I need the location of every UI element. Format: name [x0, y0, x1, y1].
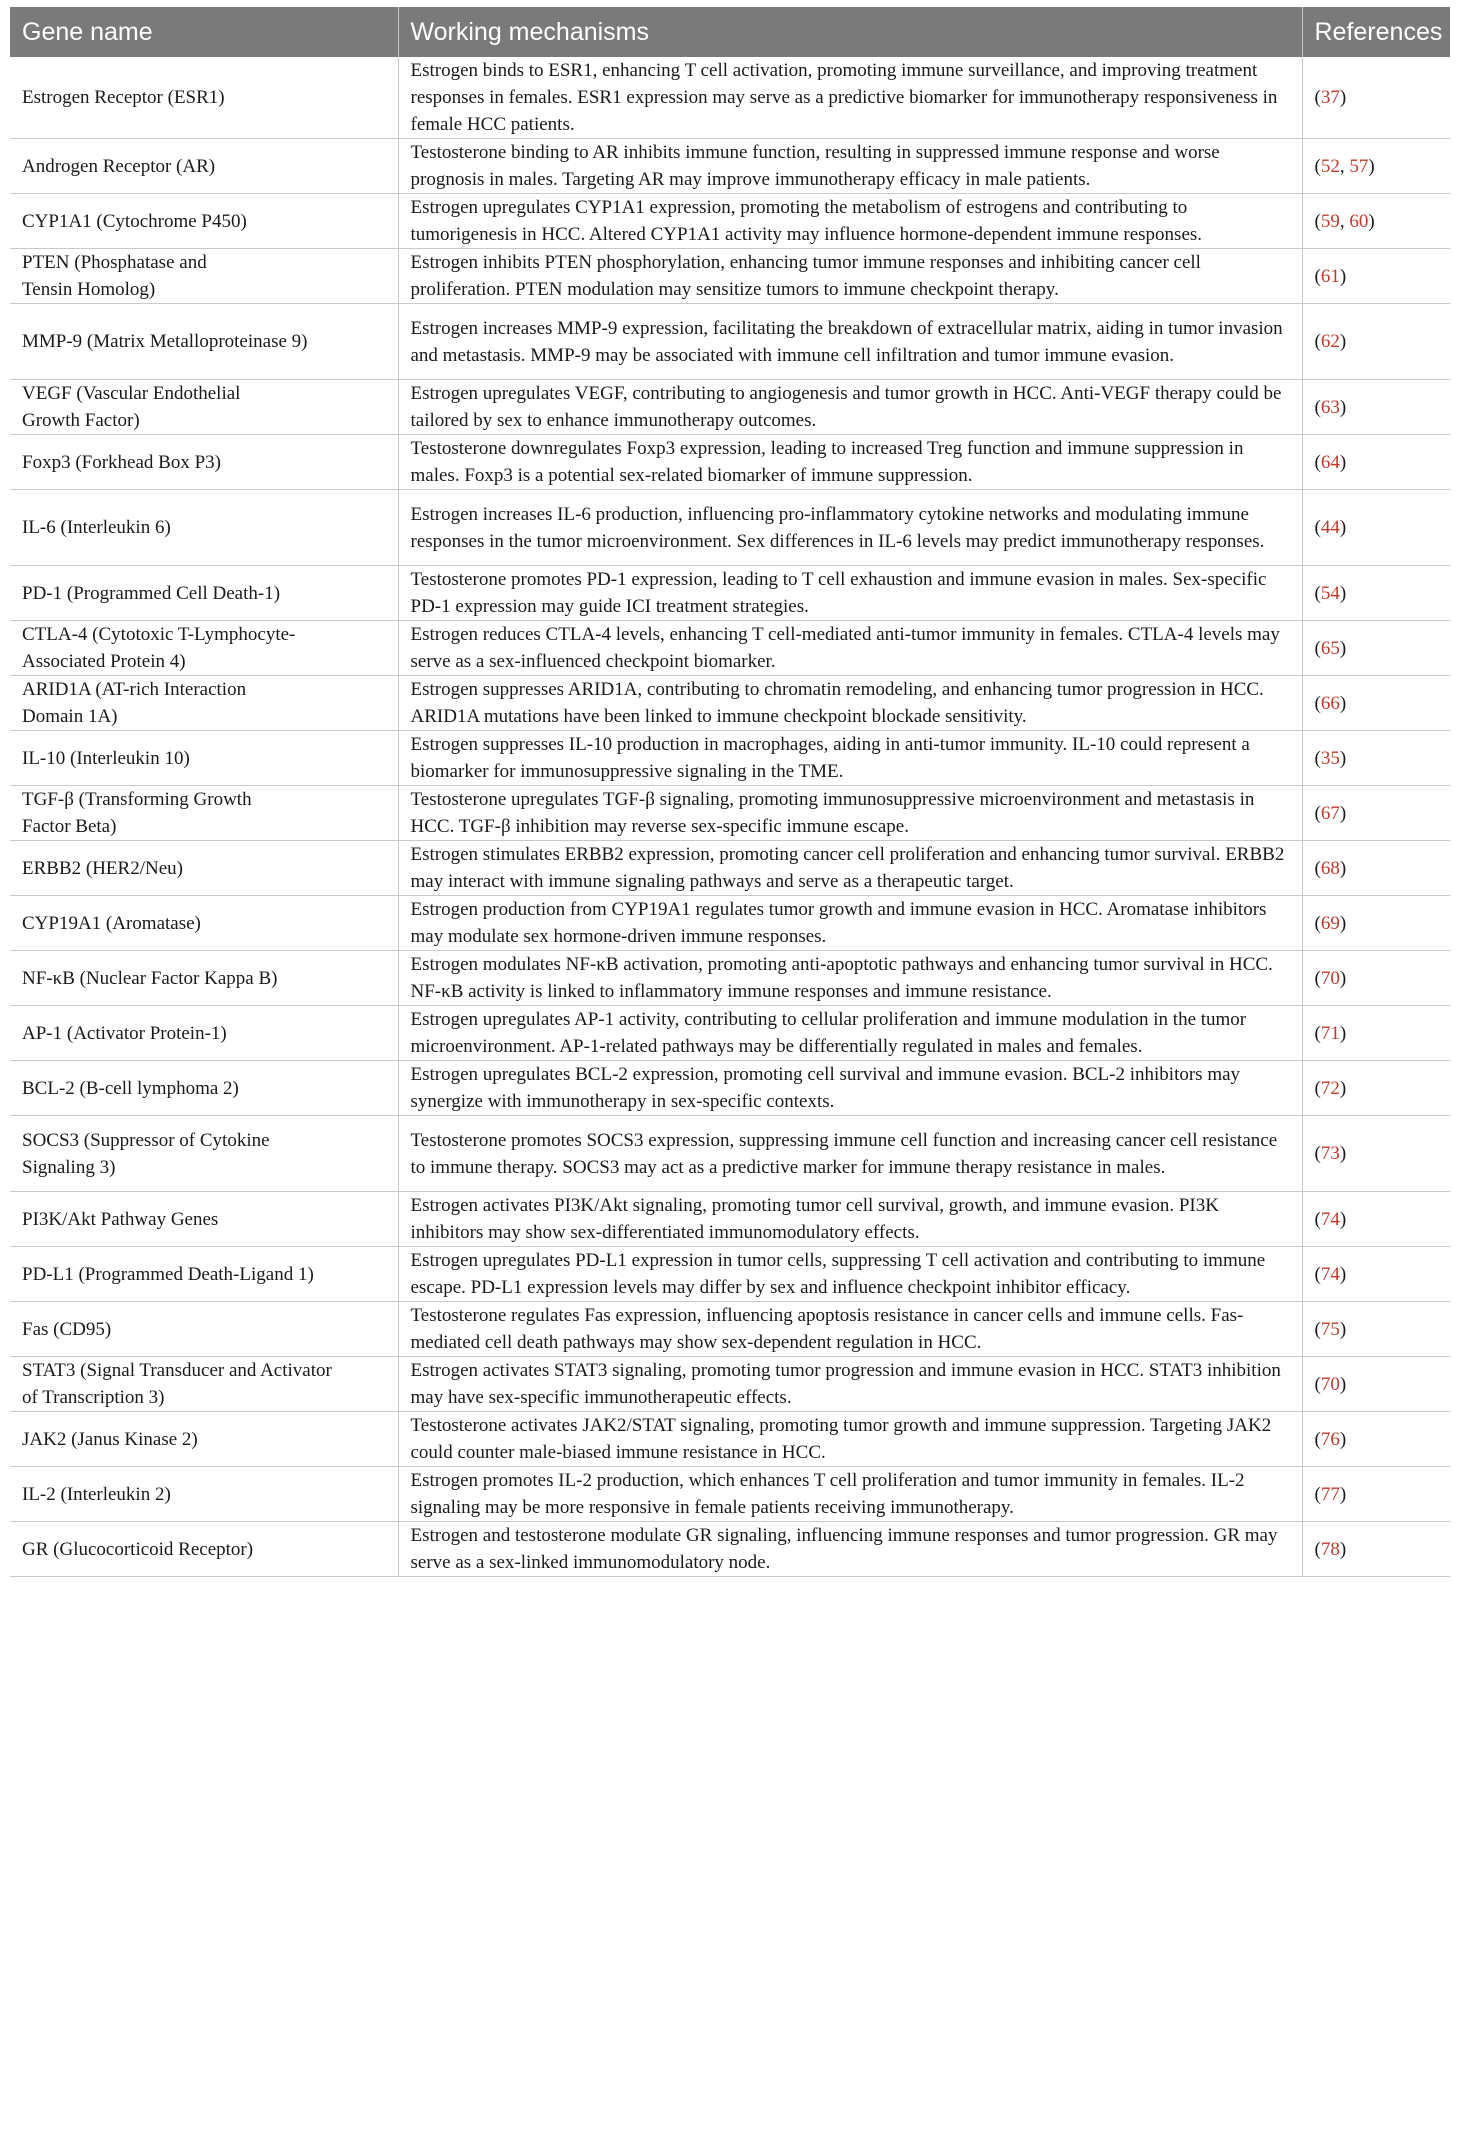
mechanism-cell: Estrogen and testosterone modulate GR signaling, influencing immune responses and tumor progression. GR may serve as a sex-linked immunomodulatory node.: [398, 1522, 1302, 1577]
table-row: [10, 57, 1450, 139]
mechanism-cell: Estrogen activates PI3K/Akt signaling, promoting tumor cell survival, growth, and immune evasion. PI3K inhibitors may show sex-differentiated immunomodulatory effects.: [398, 1192, 1302, 1247]
references-cell: [1302, 621, 1450, 676]
gene-name-cell: STAT3 (Signal Transducer and Activator of Transcription 3): [10, 1357, 398, 1412]
gene-name-cell: IL-6 (Interleukin 6): [10, 490, 398, 566]
references-cell: [1302, 139, 1450, 194]
ref-paren-open: (: [1314, 967, 1321, 989]
references-cell: [1302, 731, 1450, 786]
table-row: [10, 786, 1450, 841]
references-cell: [1302, 1247, 1450, 1302]
gene-name-cell: Androgen Receptor (AR): [10, 139, 398, 194]
table-row: [10, 676, 1450, 731]
reference-link[interactable]: 74: [1320, 1263, 1340, 1285]
ref-paren-close: ): [1339, 857, 1347, 879]
table-row: [10, 841, 1450, 896]
gene-name-cell: SOCS3 (Suppressor of Cytokine Signaling 3): [10, 1116, 398, 1192]
ref-paren-open: (: [1314, 265, 1321, 287]
gene-name-cell: VEGF (Vascular Endothelial Growth Factor): [10, 380, 398, 435]
table-row: [10, 1357, 1450, 1412]
references-cell: [1302, 194, 1450, 249]
references-cell: [1302, 249, 1450, 304]
references-cell: [1302, 1061, 1450, 1116]
reference-link[interactable]: 66: [1320, 692, 1340, 714]
references-cell: [1302, 1006, 1450, 1061]
mechanism-cell: Testosterone downregulates Foxp3 expression, leading to increased Treg function and immune suppression in males. Foxp3 is a potential sex-related biomarker of immune suppression.: [398, 435, 1302, 490]
table-row: [10, 896, 1450, 951]
gene-name-cell: PD-1 (Programmed Cell Death-1): [10, 566, 398, 621]
reference-link[interactable]: 69: [1320, 912, 1340, 934]
table-header: [10, 7, 1450, 57]
references-cell: [1302, 1302, 1450, 1357]
ref-paren-close: ): [1339, 637, 1347, 659]
ref-paren-close: ): [1339, 1143, 1347, 1164]
reference-link[interactable]: 57: [1349, 155, 1369, 177]
ref-paren-close: ): [1339, 517, 1347, 538]
ref-paren-open: (: [1314, 857, 1321, 879]
ref-paren-open: (: [1314, 1143, 1321, 1164]
ref-paren-open: (: [1314, 802, 1321, 824]
reference-link[interactable]: 68: [1320, 857, 1340, 879]
ref-separator: ,: [1339, 155, 1350, 177]
references-cell: [1302, 786, 1450, 841]
gene-name-cell: IL-2 (Interleukin 2): [10, 1467, 398, 1522]
ref-paren-close: ): [1339, 692, 1347, 714]
ref-paren-close: ): [1339, 1263, 1347, 1285]
reference-link[interactable]: 62: [1320, 331, 1340, 352]
ref-paren-close: ): [1339, 967, 1347, 989]
gene-name-cell: NF-κB (Nuclear Factor Kappa B): [10, 951, 398, 1006]
references-cell: [1302, 435, 1450, 490]
gene-name-cell: TGF-β (Transforming Growth Factor Beta): [10, 786, 398, 841]
table-row: [10, 1006, 1450, 1061]
ref-paren-open: (: [1314, 451, 1321, 473]
ref-paren-close: ): [1339, 331, 1347, 352]
reference-link[interactable]: 59: [1320, 210, 1340, 232]
ref-paren-close: ): [1339, 87, 1347, 108]
gene-name-cell: AP-1 (Activator Protein-1): [10, 1006, 398, 1061]
reference-link[interactable]: 65: [1320, 637, 1340, 659]
references-cell: [1302, 1412, 1450, 1467]
mechanism-cell: Testosterone binding to AR inhibits immune function, resulting in suppressed immune response and worse prognosis in males. Targeting AR may improve immunotherapy efficacy in male patients.: [398, 139, 1302, 194]
gene-name-cell: MMP-9 (Matrix Metalloproteinase 9): [10, 304, 398, 380]
gene-name-cell: PTEN (Phosphatase and Tensin Homolog): [10, 249, 398, 304]
ref-paren-close: ): [1339, 912, 1347, 934]
reference-link[interactable]: 73: [1320, 1143, 1340, 1164]
table-row: [10, 621, 1450, 676]
table-row: [10, 1522, 1450, 1577]
ref-paren-open: (: [1314, 396, 1321, 418]
mechanism-cell: Estrogen upregulates AP-1 activity, contributing to cellular proliferation and immune modulation in the tumor microenvironment. AP-1-related pathways may be differentially regulated in males and females.: [398, 1006, 1302, 1061]
ref-separator: ,: [1339, 210, 1350, 232]
gene-name-cell: BCL-2 (B-cell lymphoma 2): [10, 1061, 398, 1116]
gene-mechanism-table: [10, 7, 1450, 1577]
mechanism-cell: Estrogen binds to ESR1, enhancing T cell activation, promoting immune surveillance, and improving treatment responses in females. ESR1 expression may serve as a predictive biomarker for immunotherapy responsiveness in female HCC patients.: [398, 57, 1302, 139]
gene-name-cell: GR (Glucocorticoid Receptor): [10, 1522, 398, 1577]
ref-paren-open: (: [1314, 1373, 1321, 1395]
table-row: [10, 1116, 1450, 1192]
mechanism-cell: Estrogen suppresses ARID1A, contributing to chromatin remodeling, and enhancing tumor progression in HCC. ARID1A mutations have been linked to immune checkpoint blockade sensitivity.: [398, 676, 1302, 731]
references-cell: [1302, 380, 1450, 435]
mechanism-cell: Testosterone promotes SOCS3 expression, suppressing immune cell function and increasing cancer cell resistance to immune therapy. SOCS3 may act as a predictive marker for immune therapy resistance in males.: [398, 1116, 1302, 1192]
ref-paren-open: (: [1314, 637, 1321, 659]
table-row: [10, 1247, 1450, 1302]
reference-link[interactable]: 61: [1320, 265, 1340, 287]
table-row: [10, 435, 1450, 490]
ref-paren-close: ): [1339, 1428, 1347, 1450]
table-row: [10, 490, 1450, 566]
ref-paren-open: (: [1314, 155, 1321, 177]
mechanism-cell: Testosterone activates JAK2/STAT signaling, promoting tumor growth and immune suppression. Targeting JAK2 could counter male-biased immune resistance in HCC.: [398, 1412, 1302, 1467]
references-cell: [1302, 1522, 1450, 1577]
header-references: References: [1302, 7, 1450, 57]
table-row: [10, 951, 1450, 1006]
references-cell: [1302, 566, 1450, 621]
table-row: [10, 194, 1450, 249]
gene-name-cell: PD-L1 (Programmed Death-Ligand 1): [10, 1247, 398, 1302]
ref-paren-open: (: [1314, 1483, 1321, 1505]
header-row: [10, 7, 1450, 57]
gene-name-cell: Fas (CD95): [10, 1302, 398, 1357]
reference-link[interactable]: 70: [1320, 1373, 1340, 1395]
gene-name-cell: CYP1A1 (Cytochrome P450): [10, 194, 398, 249]
table-row: [10, 1061, 1450, 1116]
reference-link[interactable]: 37: [1320, 87, 1340, 108]
ref-paren-open: (: [1314, 331, 1321, 352]
table-row: [10, 1467, 1450, 1522]
references-cell: [1302, 1467, 1450, 1522]
reference-link[interactable]: 70: [1320, 967, 1340, 989]
gene-name-cell: ARID1A (AT-rich Interaction Domain 1A): [10, 676, 398, 731]
mechanism-cell: Testosterone upregulates TGF-β signaling, promoting immunosuppressive microenvironment and metastasis in HCC. TGF-β inhibition may reverse sex-specific immune escape.: [398, 786, 1302, 841]
ref-paren-close: ): [1339, 451, 1347, 473]
ref-paren-open: (: [1314, 517, 1321, 538]
ref-paren-close: ): [1368, 155, 1375, 177]
reference-link[interactable]: 74: [1320, 1208, 1340, 1230]
references-cell: [1302, 1357, 1450, 1412]
ref-paren-open: (: [1314, 582, 1321, 604]
mechanism-cell: Estrogen increases IL-6 production, influencing pro-inflammatory cytokine networks and modulating immune responses in the tumor microenvironment. Sex differences in IL-6 levels may predict immunotherapy responses.: [398, 490, 1302, 566]
mechanism-cell: Estrogen suppresses IL-10 production in macrophages, aiding in anti-tumor immunity. IL-10 could represent a biomarker for immunosuppressive signaling in the TME.: [398, 731, 1302, 786]
gene-name-cell: IL-10 (Interleukin 10): [10, 731, 398, 786]
ref-paren-open: (: [1314, 1022, 1321, 1044]
reference-link[interactable]: 54: [1320, 582, 1340, 604]
mechanism-cell: Testosterone promotes PD-1 expression, leading to T cell exhaustion and immune evasion in males. Sex-specific PD-1 expression may guide ICI treatment strategies.: [398, 566, 1302, 621]
ref-paren-open: (: [1314, 1263, 1321, 1285]
gene-name-cell: Foxp3 (Forkhead Box P3): [10, 435, 398, 490]
ref-paren-close: ): [1339, 747, 1347, 769]
mechanism-cell: Estrogen stimulates ERBB2 expression, promoting cancer cell proliferation and enhancing tumor survival. ERBB2 may interact with immune signaling pathways and serve as a therapeutic target.: [398, 841, 1302, 896]
mechanism-cell: Testosterone regulates Fas expression, influencing apoptosis resistance in cancer cells and immune cells. Fas-mediated cell death pathways may show sex-dependent regulation in HCC.: [398, 1302, 1302, 1357]
ref-paren-open: (: [1314, 1318, 1321, 1340]
gene-name-cell: CYP19A1 (Aromatase): [10, 896, 398, 951]
ref-paren-close: ): [1339, 265, 1347, 287]
mechanism-cell: Estrogen upregulates VEGF, contributing to angiogenesis and tumor growth in HCC. Anti-VEGF therapy could be tailored by sex to enhance immunotherapy outcomes.: [398, 380, 1302, 435]
ref-paren-close: ): [1339, 582, 1347, 604]
mechanism-cell: Estrogen upregulates PD-L1 expression in tumor cells, suppressing T cell activation and contributing to immune escape. PD-L1 expression levels may differ by sex and influence checkpoint inhibitor efficacy.: [398, 1247, 1302, 1302]
references-cell: [1302, 896, 1450, 951]
reference-link[interactable]: 77: [1320, 1483, 1340, 1505]
reference-link[interactable]: 60: [1349, 210, 1369, 232]
ref-paren-open: (: [1314, 210, 1321, 232]
reference-link[interactable]: 67: [1320, 802, 1340, 824]
ref-paren-open: (: [1314, 87, 1321, 108]
table-row: [10, 566, 1450, 621]
references-cell: [1302, 490, 1450, 566]
table-row: [10, 380, 1450, 435]
references-cell: [1302, 1116, 1450, 1192]
gene-name-cell: JAK2 (Janus Kinase 2): [10, 1412, 398, 1467]
reference-link[interactable]: 35: [1320, 747, 1340, 769]
table-row: [10, 249, 1450, 304]
ref-paren-close: ): [1339, 1373, 1347, 1395]
ref-paren-open: (: [1314, 1077, 1321, 1099]
ref-paren-open: (: [1314, 912, 1321, 934]
table-row: [10, 731, 1450, 786]
references-cell: [1302, 1192, 1450, 1247]
ref-paren-open: (: [1314, 1428, 1321, 1450]
ref-paren-close: ): [1339, 396, 1347, 418]
ref-paren-open: (: [1314, 747, 1321, 769]
header-gene-name: Gene name: [10, 7, 398, 57]
table-row: [10, 304, 1450, 380]
gene-name-cell: CTLA-4 (Cytotoxic T-Lymphocyte- Associated Protein 4): [10, 621, 398, 676]
references-cell: [1302, 304, 1450, 380]
mechanism-cell: Estrogen upregulates BCL-2 expression, promoting cell survival and immune evasion. BCL-2 inhibitors may synergize with immunotherapy in sex-specific contexts.: [398, 1061, 1302, 1116]
gene-name-cell: PI3K/Akt Pathway Genes: [10, 1192, 398, 1247]
reference-link[interactable]: 76: [1320, 1428, 1340, 1450]
reference-link[interactable]: 78: [1320, 1538, 1340, 1560]
reference-link[interactable]: 75: [1320, 1318, 1340, 1340]
table-row: [10, 1192, 1450, 1247]
table-row: [10, 1302, 1450, 1357]
reference-link[interactable]: 71: [1320, 1022, 1340, 1044]
mechanism-cell: Estrogen production from CYP19A1 regulates tumor growth and immune evasion in HCC. Aromatase inhibitors may modulate sex hormone-driven immune responses.: [398, 896, 1302, 951]
mechanism-cell: Estrogen inhibits PTEN phosphorylation, enhancing tumor immune responses and inhibiting cancer cell proliferation. PTEN modulation may sensitize tumors to immune checkpoint therapy.: [398, 249, 1302, 304]
references-cell: [1302, 841, 1450, 896]
references-cell: [1302, 676, 1450, 731]
table-row: [10, 139, 1450, 194]
ref-paren-close: ): [1339, 1022, 1347, 1044]
ref-paren-open: (: [1314, 692, 1321, 714]
ref-paren-close: ): [1339, 1318, 1347, 1340]
references-cell: [1302, 951, 1450, 1006]
mechanism-cell: Estrogen activates STAT3 signaling, promoting tumor progression and immune evasion in HCC. STAT3 inhibition may have sex-specific immunotherapeutic effects.: [398, 1357, 1302, 1412]
ref-paren-open: (: [1314, 1538, 1321, 1560]
reference-link[interactable]: 64: [1320, 451, 1340, 473]
ref-paren-close: ): [1339, 1483, 1347, 1505]
table-row: [10, 1412, 1450, 1467]
reference-link[interactable]: 52: [1320, 155, 1340, 177]
ref-paren-close: ): [1368, 210, 1375, 232]
mechanism-cell: Estrogen increases MMP-9 expression, facilitating the breakdown of extracellular matrix, aiding in tumor invasion and metastasis. MMP-9 may be associated with immune cell infiltration and tumor immune evasion.: [398, 304, 1302, 380]
header-working-mechanisms: Working mechanisms: [398, 7, 1302, 57]
ref-paren-close: ): [1339, 1538, 1347, 1560]
references-cell: [1302, 57, 1450, 139]
ref-paren-close: ): [1339, 1208, 1347, 1230]
table-body: [10, 57, 1450, 1577]
reference-link[interactable]: 63: [1320, 396, 1340, 418]
mechanism-cell: Estrogen upregulates CYP1A1 expression, promoting the metabolism of estrogens and contributing to tumorigenesis in HCC. Altered CYP1A1 activity may influence hormone-dependent immune responses.: [398, 194, 1302, 249]
reference-link[interactable]: 44: [1320, 517, 1340, 538]
gene-name-cell: ERBB2 (HER2/Neu): [10, 841, 398, 896]
ref-paren-close: ): [1339, 1077, 1347, 1099]
mechanism-cell: Estrogen promotes IL-2 production, which enhances T cell proliferation and tumor immunity in females. IL-2 signaling may be more responsive in female patients receiving immunotherapy.: [398, 1467, 1302, 1522]
gene-name-cell: Estrogen Receptor (ESR1): [10, 57, 398, 139]
mechanism-cell: Estrogen reduces CTLA-4 levels, enhancing T cell-mediated anti-tumor immunity in females. CTLA-4 levels may serve as a sex-influenced checkpoint biomarker.: [398, 621, 1302, 676]
ref-paren-close: ): [1339, 802, 1347, 824]
ref-paren-open: (: [1314, 1208, 1321, 1230]
reference-link[interactable]: 72: [1320, 1077, 1340, 1099]
mechanism-cell: Estrogen modulates NF-κB activation, promoting anti-apoptotic pathways and enhancing tumor survival in HCC. NF-κB activity is linked to inflammatory immune responses and immune resistance.: [398, 951, 1302, 1006]
